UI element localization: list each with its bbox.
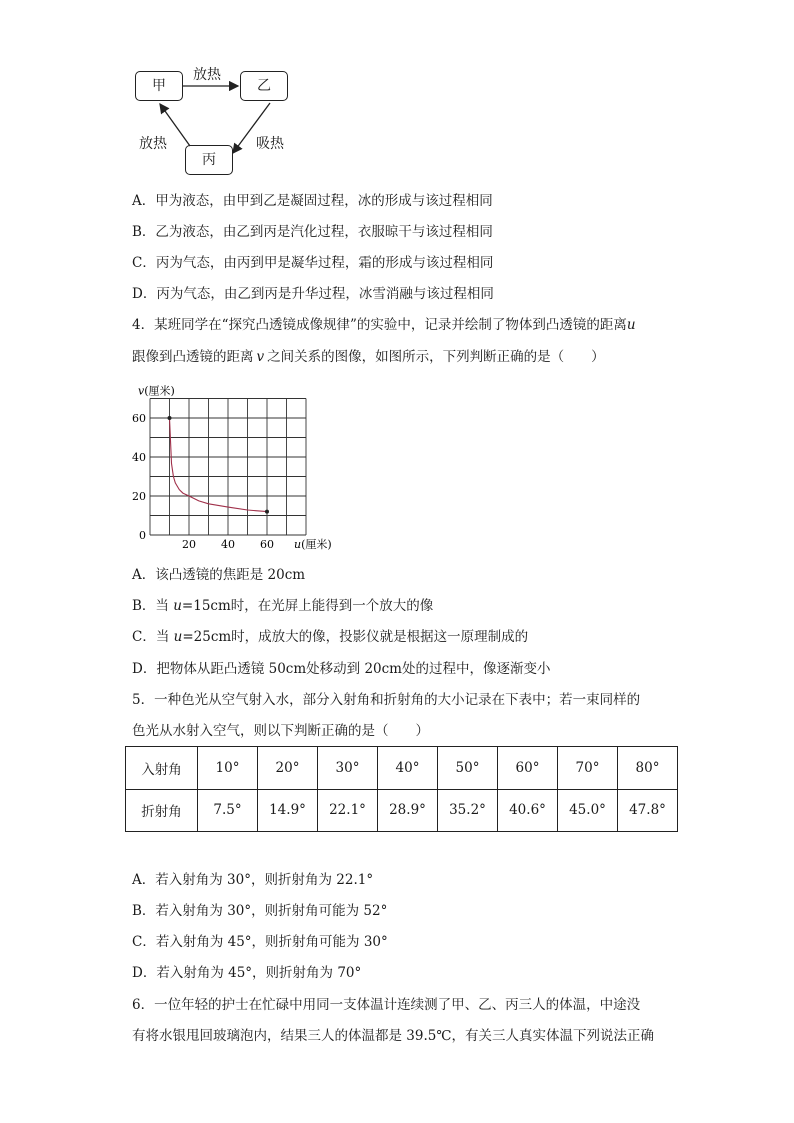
node-jia-label: 甲 [152, 78, 166, 94]
y-tick-label: 20 [132, 490, 146, 503]
table-cell: 70° [558, 747, 618, 790]
table-cell: 45.0° [558, 789, 618, 832]
y-axis-label: v(厘米) [138, 384, 175, 398]
table-cell: 80° [618, 747, 678, 790]
y-tick-label: 0 [139, 529, 146, 542]
q5-option-b: B．若入射角为 30°，则折射角可能为 52° [132, 903, 388, 919]
table-cell: 7.5° [198, 789, 258, 832]
table-cell: 30° [318, 747, 378, 790]
x-tick-label: 40 [221, 538, 235, 551]
table-row-incident [126, 747, 678, 790]
x-tick-label: 60 [260, 538, 274, 551]
q4-option-b [132, 596, 433, 616]
q3-option-d: D．丙为气态，由乙到丙是升华过程，冰雪消融与该过程相同 [132, 286, 494, 302]
q5-option-c: C．若入射角为 45°，则折射角可能为 30° [132, 934, 388, 950]
table-cell: 40.6° [498, 789, 558, 832]
table-header-refraction: 折射角 [126, 789, 198, 832]
q5-stem-line1: 5．一种色光从空气射入水，部分入射角和折射角的大小记录在下表中；若一束同样的 [132, 692, 641, 708]
edge-label-release-heat-top: 放热 [193, 67, 221, 83]
table-row-refraction [126, 789, 678, 832]
node-bing-label: 丙 [202, 152, 216, 168]
q4-var-v: v [256, 349, 265, 365]
table-cell: 22.1° [318, 789, 378, 832]
y-tick-label: 40 [132, 451, 146, 464]
table-cell: 28.9° [378, 789, 438, 832]
q4-stem-text-2: 跟像到凸透镜的距离 [132, 349, 254, 365]
q4-option-b-var: u [173, 598, 182, 614]
edge-label-absorb-heat: 吸热 [256, 136, 284, 152]
table-cell: 14.9° [258, 789, 318, 832]
q4-option-b-text: =15cm时，在光屏上能得到一个放大的像 [181, 598, 434, 614]
q4-stem-line2 [132, 347, 605, 367]
q3-option-a: A．甲为液态，由甲到乙是凝固过程，冰的形成与该过程相同 [132, 193, 493, 209]
table-cell: 40° [378, 747, 438, 790]
series-line [170, 418, 268, 512]
table-cell: 10° [198, 747, 258, 790]
table-cell: 47.8° [618, 789, 678, 832]
q4-option-d: D．把物体从距凸透镜 50cm处移动到 20cm处的过程中，像逐渐变小 [132, 661, 551, 677]
table-cell: 20° [258, 747, 318, 790]
x-tick-label: 20 [182, 538, 196, 551]
table-cell: 35.2° [438, 789, 498, 832]
table-cell: 50° [438, 747, 498, 790]
q5-option-a: A．若入射角为 30°，则折射角为 22.1° [132, 872, 374, 888]
q3-option-c: C．丙为气态，由丙到甲是凝华过程，霜的形成与该过程相同 [132, 255, 494, 271]
q3-option-b: B．乙为液态，由乙到丙是汽化过程，衣服晾干与该过程相同 [132, 224, 493, 240]
x-axis-label: u(厘米) [294, 538, 332, 551]
q4-option-c-text: =25cm时，成放大的像，投影仪就是根据这一原理制成的 [182, 629, 529, 645]
q4-var-u: u [626, 317, 636, 333]
q4-option-c [132, 627, 528, 647]
data-point [265, 510, 269, 514]
q5-option-d: D．若入射角为 45°，则折射角为 70° [132, 965, 362, 981]
q6-stem-line2: 有将水银甩回玻璃泡内，结果三人的体温都是 39.5℃，有关三人真实体温下列说法正确 [132, 1028, 654, 1044]
q4-option-b-prefix: B．当 [132, 598, 174, 614]
node-yi-label: 乙 [257, 78, 271, 94]
q4-option-c-var: u [173, 629, 183, 645]
q5-stem-line2: 色光从水射入空气，则以下判断正确的是（ ） [132, 723, 429, 739]
q4-option-a: A．该凸透镜的焦距是 20cm [132, 567, 306, 583]
data-point [168, 416, 172, 420]
q4-stem-text-3: 之间关系的图像，如图所示，下列判断正确的是（ ） [267, 349, 605, 365]
q6-stem-line1: 6．一位年轻的护士在忙碌中用同一支体温计连续测了甲、乙、丙三人的体温，中途没 [132, 997, 641, 1013]
q4-stem-text-1: 4．某班同学在“探究凸透镜成像规律”的实验中，记录并绘制了物体到凸透镜的距离 [132, 317, 627, 333]
table-cell: 60° [498, 747, 558, 790]
table-header-incident: 入射角 [126, 747, 198, 790]
y-tick-label: 60 [132, 412, 146, 425]
diagram-arrows [0, 0, 794, 200]
angle-table [125, 746, 678, 832]
edge-label-release-heat-left: 放热 [139, 136, 167, 152]
q4-option-c-prefix: C．当 [132, 629, 174, 645]
q4-stem-line1 [132, 315, 636, 335]
lens-graph [120, 375, 360, 555]
